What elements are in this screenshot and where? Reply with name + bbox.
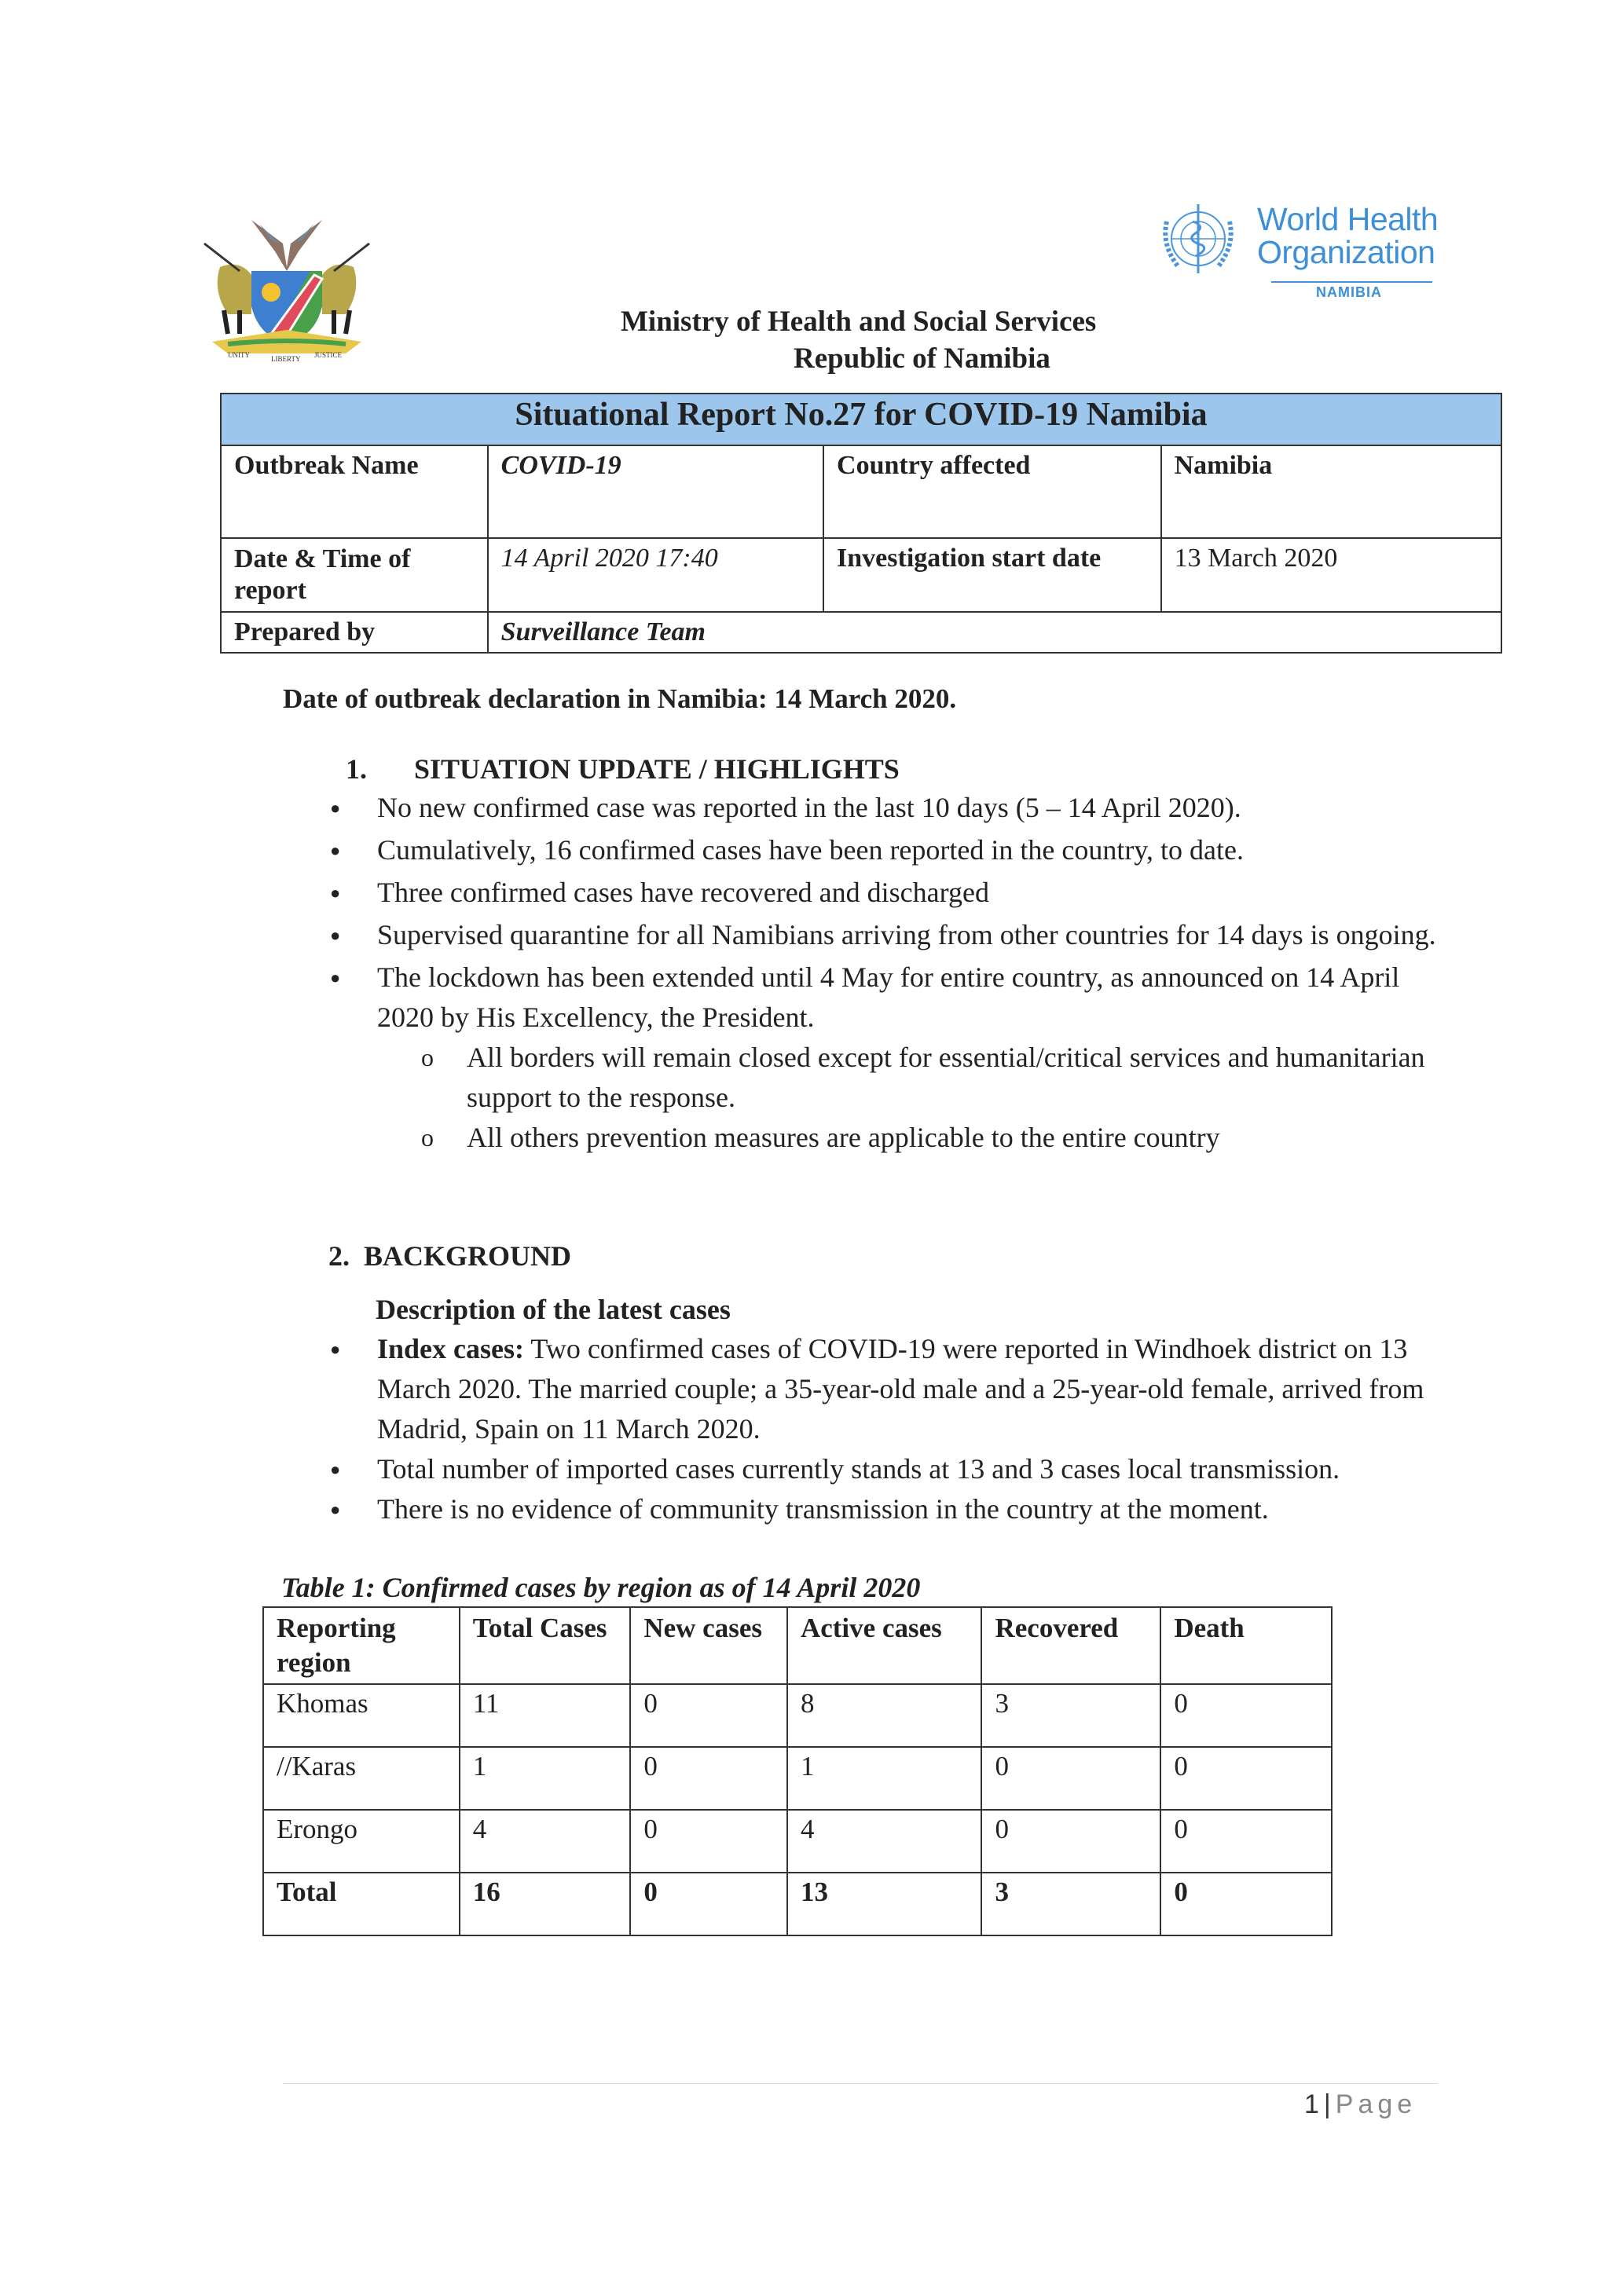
datetime-value: 14 April 2020 17:40 — [488, 538, 823, 612]
table-header-row — [263, 1607, 1332, 1684]
cell: Erongo — [263, 1810, 460, 1873]
who-divider — [1271, 281, 1432, 283]
cell: 0 — [630, 1810, 787, 1873]
sub-list-item: o All others prevention measures are applicable to the entire country — [421, 1118, 1446, 1158]
country-value: Namibia — [1161, 445, 1501, 538]
section2-title: BACKGROUND — [364, 1240, 572, 1272]
page-separator: | — [1323, 2089, 1331, 2119]
cell: 0 — [630, 1747, 787, 1810]
highlights-list — [330, 788, 1446, 1038]
header-new: New cases — [630, 1607, 787, 1684]
cell: Total — [263, 1873, 460, 1935]
table-total-row — [263, 1873, 1332, 1935]
republic-title: Republic of Namibia — [794, 342, 1050, 375]
list-item: ● Total number of imported cases currently stands at 13 and 3 cases local transmission. — [330, 1449, 1446, 1489]
header-active: Active cases — [787, 1607, 982, 1684]
list-item: ● There is no evidence of community transmission in the country at the moment. — [330, 1489, 1446, 1529]
outbreak-name-label: Outbreak Name — [221, 445, 488, 538]
page-number — [1304, 2089, 1417, 2120]
svg-text:UNITY: UNITY — [228, 351, 250, 359]
prepared-by-value: Surveillance Team — [488, 612, 1501, 653]
list-item: ● The lockdown has been extended until 4 May for entire country, as announced on 14 April 2020 by His Excellency, the President. — [330, 958, 1446, 1038]
cell: 0 — [630, 1873, 787, 1935]
outbreak-declaration: Date of outbreak declaration in Namibia: 14 March 2020. — [283, 683, 957, 714]
report-info-table — [220, 393, 1502, 654]
table-row — [263, 1747, 1332, 1810]
country-label: Country affected — [823, 445, 1161, 538]
who-line1: World Health — [1257, 201, 1439, 237]
cell: 4 — [787, 1810, 982, 1873]
namibia-coat-of-arms-logo — [196, 196, 377, 361]
section2-body — [330, 1329, 1446, 1529]
header-total: Total Cases — [460, 1607, 631, 1684]
prepared-by-label: Prepared by — [221, 612, 488, 653]
index-cases-label: Index cases: — [377, 1333, 524, 1364]
outbreak-name-value: COVID-19 — [488, 445, 823, 538]
svg-text:LIBERTY: LIBERTY — [271, 355, 301, 361]
cell: 0 — [630, 1684, 787, 1747]
investigation-label: Investigation start date — [823, 538, 1161, 612]
ministry-title: Ministry of Health and Social Services — [621, 306, 1097, 338]
report-title: Situational Report No.27 for COVID-19 Namibia — [221, 394, 1501, 445]
cell: 3 — [981, 1684, 1160, 1747]
cell: 13 — [787, 1873, 982, 1935]
cell: 11 — [460, 1684, 631, 1747]
section1-number: 1. — [346, 753, 367, 785]
list-item: ● No new confirmed case was reported in the last 10 days (5 – 14 April 2020). — [330, 788, 1446, 828]
list-item: ● Cumulatively, 16 confirmed cases have been reported in the country, to date. — [330, 830, 1446, 870]
list-item: ● Three confirmed cases have recovered and discharged — [330, 873, 1446, 913]
cell: 1 — [787, 1747, 982, 1810]
header-recovered: Recovered — [981, 1607, 1160, 1684]
section1-title: SITUATION UPDATE / HIGHLIGHTS — [414, 753, 900, 785]
sub-list-item: o All borders will remain closed except for essential/critical services and humanitarian support to the response. — [421, 1038, 1446, 1118]
cell: 3 — [981, 1873, 1160, 1935]
header-region: Reporting region — [263, 1607, 460, 1684]
page-number-value: 1 — [1304, 2089, 1319, 2119]
coat-of-arms-icon — [196, 196, 377, 361]
lockdown-sub-list — [421, 1038, 1446, 1158]
cell: 16 — [460, 1873, 631, 1935]
cell: 4 — [460, 1810, 631, 1873]
cell: 0 — [1160, 1873, 1332, 1935]
index-cases-text: Two confirmed cases of COVID-19 were reported in Windhoek district on 13 March 2020. The married couple; a 35-year-old male and a 25-year-old female, arrived from Madrid, Spain on 11 March 2020. — [377, 1333, 1424, 1445]
section2-subtitle: Description of the latest cases — [376, 1294, 731, 1325]
investigation-value: 13 March 2020 — [1161, 538, 1501, 612]
page-word: Page — [1335, 2089, 1417, 2119]
list-item — [330, 1329, 1446, 1449]
section1-heading — [346, 753, 900, 785]
who-emblem-icon — [1155, 198, 1241, 284]
background-list — [330, 1329, 1446, 1529]
who-logo — [1147, 189, 1446, 306]
section2-heading — [328, 1240, 571, 1273]
section2-number: 2. — [328, 1240, 350, 1272]
cell: 0 — [1160, 1747, 1332, 1810]
cell: 8 — [787, 1684, 982, 1747]
cell: 1 — [460, 1747, 631, 1810]
cell: //Karas — [263, 1747, 460, 1810]
who-text — [1257, 203, 1438, 269]
table-row — [263, 1810, 1332, 1873]
header-death: Death — [1160, 1607, 1332, 1684]
cell: 0 — [1160, 1810, 1332, 1873]
table-row — [263, 1684, 1332, 1747]
footer-divider — [283, 2083, 1438, 2084]
datetime-label: Date & Time of report — [221, 538, 488, 612]
cell: 0 — [1160, 1684, 1332, 1747]
cell: Khomas — [263, 1684, 460, 1747]
section1-body — [330, 788, 1446, 1158]
cell: 0 — [981, 1810, 1160, 1873]
list-item: ● Supervised quarantine for all Namibians arriving from other countries for 14 days is ongoing. — [330, 915, 1446, 955]
who-line2: Organization — [1257, 234, 1435, 270]
cases-by-region-table — [262, 1606, 1333, 1936]
who-country: NAMIBIA — [1316, 284, 1382, 300]
svg-text:JUSTICE: JUSTICE — [314, 351, 343, 359]
table-caption: Table 1: Confirmed cases by region as of 14 April 2020 — [281, 1572, 921, 1603]
cell: 0 — [981, 1747, 1160, 1810]
